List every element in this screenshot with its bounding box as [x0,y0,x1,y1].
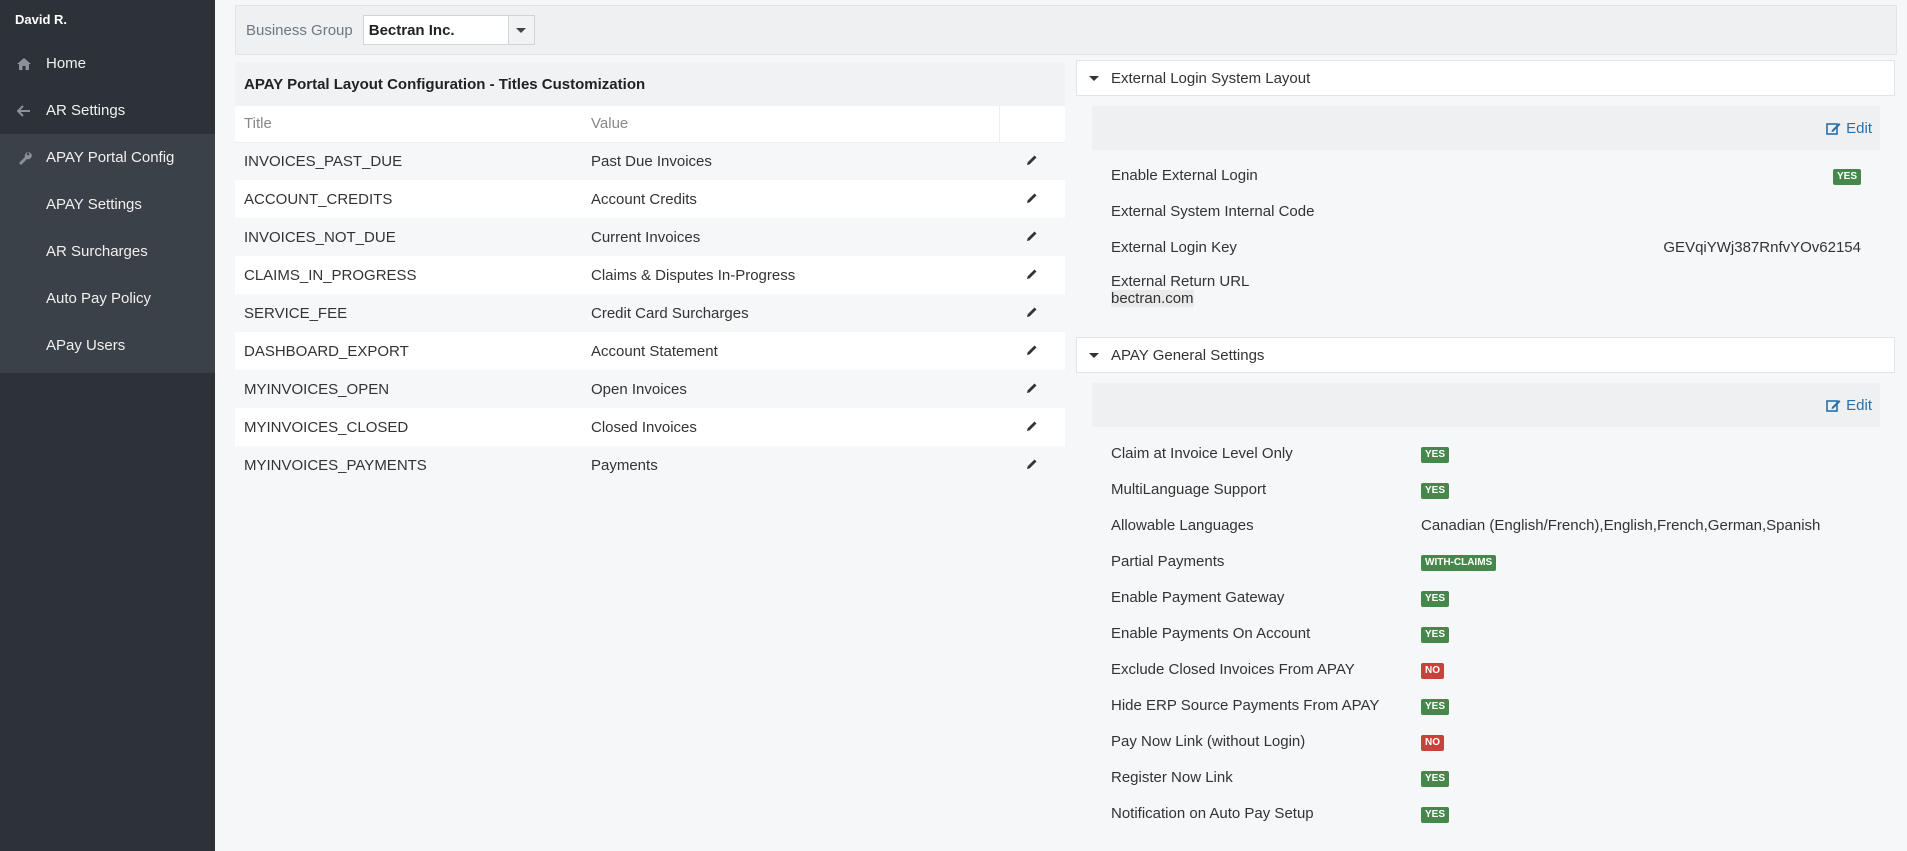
title-cell: MYINVOICES_CLOSED [244,418,409,436]
status-badge: YES [1421,699,1449,715]
table-row [235,142,1065,180]
nav-home[interactable] [0,40,215,87]
status-badge: YES [1833,169,1861,185]
setting-value: Canadian (English/French),English,French,German,Spanish [1421,516,1821,534]
login-key-label: External Login Key [1111,238,1237,256]
business-group-bar [235,5,1897,55]
external-login-body [1076,96,1895,315]
enable-external-login-label: Enable External Login [1111,166,1258,184]
setting-label: MultiLanguage Support [1111,480,1267,498]
setting-row [1101,723,1871,759]
setting-label: Partial Payments [1111,552,1225,570]
value-cell: Closed Invoices [591,418,697,436]
user-name: David R. [15,12,68,27]
value-cell: Account Statement [591,342,718,360]
table-row [235,370,1065,408]
title-cell: SERVICE_FEE [235,294,582,332]
general-settings-edit-label: Edit [1846,396,1872,414]
setting-label: Enable Payments On Account [1111,624,1311,642]
business-group-label: Business Group [246,21,353,39]
nav-apay-portal-config[interactable] [0,134,215,181]
general-settings-editbar [1092,383,1880,427]
business-group-select[interactable] [363,15,535,45]
setting-label: Notification on Auto Pay Setup [1111,804,1314,822]
setting-label: Register Now Link [1111,768,1233,786]
title-cell: MYINVOICES_OPEN [235,370,582,408]
setting-row [1101,435,1871,471]
general-settings-edit-button[interactable] [1826,397,1872,414]
status-badge: WITH-CLAIMS [1421,555,1496,571]
nav-ar-surcharges-label: AR Surcharges [46,243,148,260]
nav-apay-settings[interactable] [0,181,215,228]
value-cell: Payments [582,446,999,484]
table-row [235,408,1065,446]
general-settings-section-toggle[interactable] [1076,337,1895,373]
edit-icon [1826,121,1841,135]
setting-row [1101,543,1871,579]
collapse-caret-icon [1089,353,1099,358]
external-login-editbar [1092,106,1880,150]
external-login-section-toggle[interactable] [1076,60,1895,96]
pencil-icon [1026,343,1038,360]
setting-label: Enable Payment Gateway [1111,588,1285,606]
value-cell: Claims & Disputes In-Progress [591,266,796,284]
return-url-row [1101,265,1871,315]
title-cell: MYINVOICES_PAYMENTS [235,446,582,484]
titles-panel-heading: APAY Portal Layout Configuration - Titles Customization [235,62,1065,106]
col-value-header: Value [582,106,999,142]
nav-home-label: Home [46,55,87,72]
value-cell: Open Invoices [582,370,999,408]
title-cell: DASHBOARD_EXPORT [244,342,409,360]
nav-apay-settings-label: APAY Settings [46,196,142,213]
home-icon [16,56,32,72]
apay-submenu [0,181,215,373]
value-cell: Past Due Invoices [582,142,999,180]
edit-row-button[interactable] [999,408,1065,446]
return-url-value: bectran.com [1111,290,1194,307]
edit-row-button[interactable] [999,446,1065,484]
setting-label: Claim at Invoice Level Only [1111,444,1293,462]
status-badge: YES [1421,483,1449,499]
setting-label: Allowable Languages [1111,516,1254,534]
login-key-value: GEVqiYWj387RnfvYOv62154 [1663,238,1861,256]
setting-label: Exclude Closed Invoices From APAY [1111,660,1355,678]
status-badge: NO [1421,735,1444,751]
login-key-row [1101,229,1871,265]
arrow-left-icon [16,103,32,119]
general-settings-body [1076,373,1895,831]
nav-apay-portal-config-label: APAY Portal Config [46,149,175,166]
external-login-edit-label: Edit [1846,119,1872,137]
value-cell: Current Invoices [582,218,999,256]
col-edit-header [999,106,1065,142]
wrench-icon [16,150,32,166]
col-title-header: Title [235,106,582,142]
edit-row-button[interactable] [999,218,1065,256]
nav-apay-users[interactable] [0,322,215,369]
edit-row-button[interactable] [999,332,1065,370]
nav-ar-settings-label: AR Settings [46,102,126,119]
setting-row [1101,795,1871,831]
external-login-edit-button[interactable] [1826,120,1872,137]
status-badge: YES [1421,771,1449,787]
sidebar [0,0,215,851]
table-row [235,294,1065,332]
edit-row-button[interactable] [999,294,1065,332]
title-cell: ACCOUNT_CREDITS [244,190,393,208]
nav-ar-settings[interactable] [0,87,215,134]
edit-row-button[interactable] [999,370,1065,408]
setting-row [1101,579,1871,615]
setting-label: Hide ERP Source Payments From APAY [1111,696,1380,714]
main-content [215,0,1907,851]
pencil-icon [1026,191,1038,208]
status-badge: YES [1421,627,1449,643]
dropdown-caret-icon[interactable] [508,16,534,44]
table-row [235,218,1065,256]
return-url-label: External Return URL [1111,273,1250,290]
table-row [235,256,1065,294]
nav-auto-pay-policy[interactable] [0,275,215,322]
business-group-value: Bectran Inc. [368,21,455,39]
table-row [235,332,1065,370]
status-badge: YES [1421,807,1449,823]
status-badge: YES [1421,447,1449,463]
internal-code-label: External System Internal Code [1111,202,1315,220]
pencil-icon [1026,457,1038,474]
title-cell: INVOICES_NOT_DUE [235,218,582,256]
nav-ar-surcharges[interactable] [0,228,215,275]
edit-icon [1826,398,1841,412]
nav-apay-users-label: APay Users [46,337,126,354]
setting-row [1101,471,1871,507]
edit-row-button[interactable] [999,142,1065,180]
enable-external-login-row [1101,157,1871,193]
titles-panel [235,62,1065,484]
setting-row [1101,651,1871,687]
setting-row [1101,687,1871,723]
setting-row [1101,615,1871,651]
internal-code-row [1101,193,1871,229]
setting-row [1101,759,1871,795]
external-login-heading: External Login System Layout [1111,69,1311,87]
collapse-caret-icon [1089,76,1099,81]
status-badge: NO [1421,663,1444,679]
setting-row [1101,507,1871,543]
table-row [235,180,1065,218]
pencil-icon [1026,305,1038,322]
pencil-icon [1026,381,1038,398]
status-badge: YES [1421,591,1449,607]
titles-table [235,106,1065,484]
edit-row-button[interactable] [999,256,1065,294]
table-row [235,446,1065,484]
pencil-icon [1026,153,1038,170]
value-cell: Account Credits [591,190,697,208]
setting-label: Pay Now Link (without Login) [1111,732,1306,750]
pencil-icon [1026,419,1038,436]
edit-row-button[interactable] [999,180,1065,218]
pencil-icon [1026,267,1038,284]
pencil-icon [1026,229,1038,246]
title-cell: CLAIMS_IN_PROGRESS [244,266,417,284]
title-cell: INVOICES_PAST_DUE [235,142,582,180]
nav-auto-pay-policy-label: Auto Pay Policy [46,290,152,307]
right-column [1076,60,1895,831]
general-settings-heading: APAY General Settings [1111,346,1265,364]
value-cell: Credit Card Surcharges [582,294,999,332]
